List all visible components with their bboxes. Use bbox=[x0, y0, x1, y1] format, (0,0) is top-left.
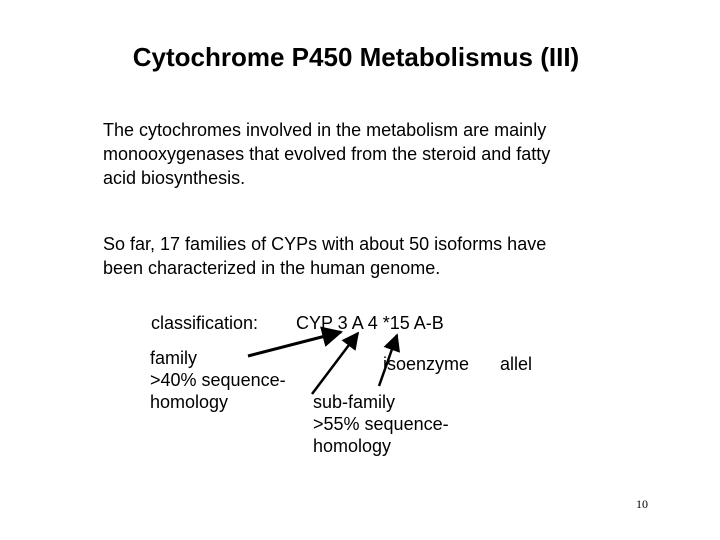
family-annotation-line: >40% sequence- bbox=[150, 370, 286, 390]
family-arrow bbox=[248, 332, 341, 356]
subfamily-annotation-line: sub-family bbox=[313, 392, 396, 412]
family-annotation-line: family bbox=[150, 348, 198, 368]
page-number: 10 bbox=[636, 497, 648, 511]
paragraph2-line: So far, 17 families of CYPs with about 50 isoforms have bbox=[103, 234, 547, 254]
family-annotation-line: homology bbox=[150, 392, 229, 412]
paragraph1-line: The cytochromes involved in the metabolism are mainly bbox=[103, 120, 547, 140]
slide-title: Cytochrome P450 Metabolismus (III) bbox=[132, 42, 580, 72]
allel-annotation: allel bbox=[500, 354, 533, 374]
subfamily-arrow bbox=[312, 333, 358, 394]
paragraph2-line: been characterized in the human genome. bbox=[103, 258, 441, 278]
classification-label: classification: bbox=[151, 313, 259, 333]
isoenzyme-arrow bbox=[379, 335, 397, 386]
isoenzyme-annotation: isoenzyme bbox=[383, 354, 470, 374]
paragraph1-line: acid biosynthesis. bbox=[103, 168, 246, 188]
subfamily-annotation-line: homology bbox=[313, 436, 392, 456]
paragraph1-line: monooxygenases that evolved from the steroid and fatty bbox=[103, 144, 551, 164]
cyp-code: CYP 3 A 4 *15 A-B bbox=[296, 313, 444, 333]
subfamily-annotation-line: >55% sequence- bbox=[313, 414, 449, 434]
